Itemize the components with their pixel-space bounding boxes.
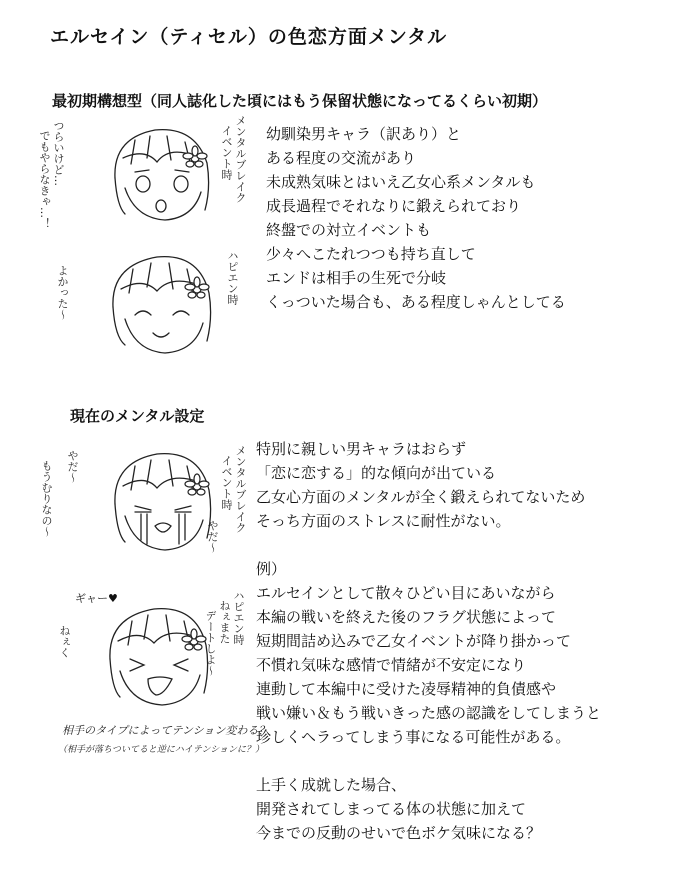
sketch1-note: でもやらなきゃ…！ <box>38 130 51 229</box>
section2-line: 珍しくヘラってしまう事になる可能性がある。 <box>256 728 571 746</box>
sketch4-note: ねぇまた <box>218 600 231 644</box>
sketch3-note: もうむりなの〜 <box>40 460 53 537</box>
section2-line: 戦い嫌い＆もう戦いきった感の認識をしてしまうと <box>256 704 602 722</box>
sketch3-note: メンタルブレイク <box>234 445 247 533</box>
section2-text <box>256 437 601 845</box>
section2-line: そっち方面のストレスに耐性がない。 <box>256 512 511 530</box>
section2-line: 例） <box>256 560 287 578</box>
section1-line: 終盤での対立イベントも <box>266 221 432 239</box>
sketch4-note: デートしよ〜 <box>204 610 217 676</box>
sketch1-note: メンタルブレイク <box>234 115 247 203</box>
section2-line: エルセインとして散々ひどい目にあいながら <box>256 584 556 602</box>
section2-line: 開発されてしまってる体の状態に加えて <box>256 800 527 818</box>
section2-line: 短期間詰め込みで乙女イベントが降り掛かって <box>256 632 572 650</box>
sketch-worried-face <box>95 118 235 228</box>
section2-line: 不慣れ気味な感情で情緒が不安定になり <box>256 656 527 674</box>
section2-line: 上手く成就した場合、 <box>256 776 407 794</box>
sketch3-note: イベント時 <box>220 455 233 510</box>
section1-line: 少々へこたれつつも持ち直して <box>266 245 476 263</box>
section1-line: 幼馴染男キャラ（訳あり）と <box>266 125 462 143</box>
section1-line: 成長過程でそれなりに鍛えられており <box>266 197 522 215</box>
sketch2-note: よかった〜 <box>56 265 69 320</box>
page-title: エルセイン（ティセル）の色恋方面メンタル <box>50 26 448 48</box>
sketch-caption-sub: （相手が落ちついてると逆にハイテンションに？） <box>58 745 265 755</box>
sketch4-note: ハピエン時 <box>232 590 245 645</box>
section2-heading: 現在のメンタル設定 <box>70 407 205 425</box>
section1-line: ある程度の交流があり <box>266 149 417 167</box>
section1-heading: 最初期構想型（同人誌化した頃にはもう保留状態になってるくらい初期） <box>52 92 548 110</box>
sketch1-note: イベント時 <box>220 125 233 180</box>
section1-line: 未成熟気味とはいえ乙女心系メンタルも <box>266 173 536 191</box>
section2-line: 連動して本編中に受けた凌辱精神的負債感や <box>256 680 557 698</box>
section1-line: エンドは相手の生死で分岐 <box>266 269 447 287</box>
sketch-happy-face <box>95 245 235 360</box>
sketch4-note: ギャー♥ <box>75 592 118 605</box>
sketch-caption: 相手のタイプによってテンション変わる？ <box>62 724 270 737</box>
section2-line: 本編の戦いを終えた後のフラグ状態によって <box>256 608 557 626</box>
section2-line: 乙女心方面のメンタルが全く鍛えられてないため <box>256 488 586 506</box>
section1-text <box>266 122 566 314</box>
section2-line: 今までの反動のせいで色ボケ気味になる？ <box>256 824 542 842</box>
sketch2-note: ハピエン時 <box>226 250 239 305</box>
section2-line: 「恋に恋する」的な傾向が出ている <box>256 464 497 482</box>
section1-line: くっついた場合も、ある程度しゃんとしてる <box>266 293 566 311</box>
section2-line: 特別に親しい男キャラはおらず <box>256 440 467 458</box>
sketch3-note: やだ〜 <box>206 520 219 553</box>
sketch1-note: つらいけど… <box>52 120 65 186</box>
sketch4-note: ねぇく <box>58 625 71 658</box>
sketch3-note: やだ〜 <box>66 450 79 483</box>
